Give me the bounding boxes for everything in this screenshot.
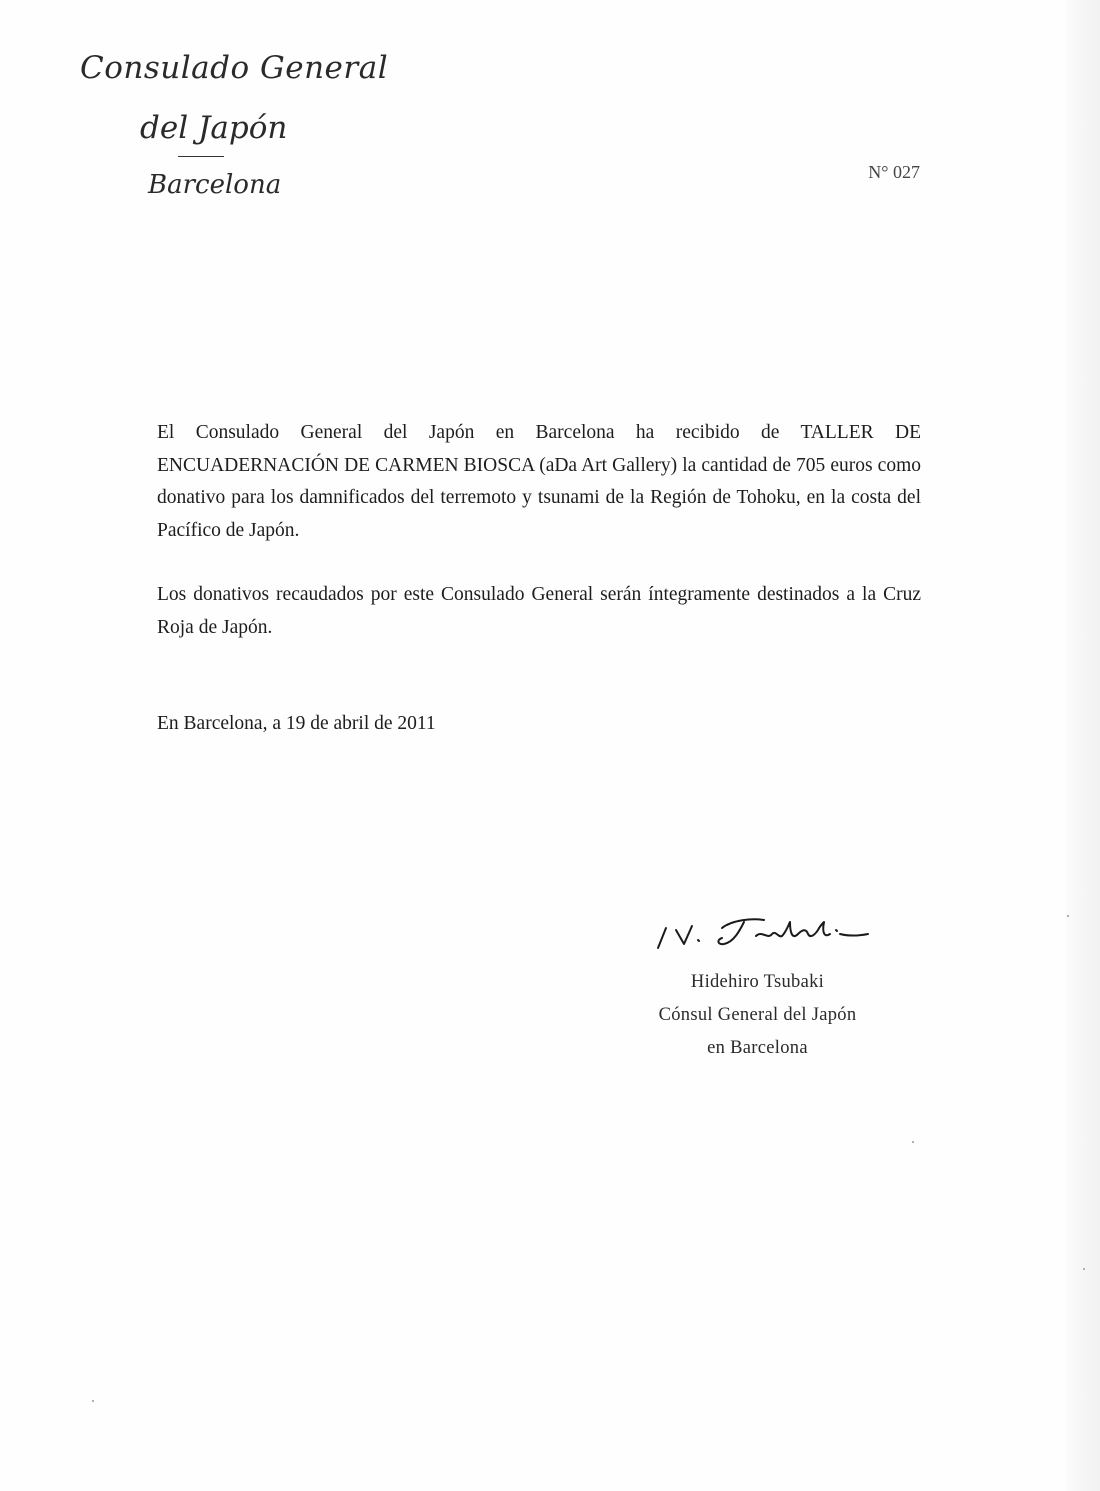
scan-speck — [912, 1141, 914, 1143]
letterhead-rule — [178, 156, 224, 157]
signatory-title: Cónsul General del Japón — [658, 1005, 857, 1025]
signatory-location: en Barcelona — [707, 1038, 808, 1058]
body-paragraph-destination: Los donativos recaudados por este Consulado General serán íntegramente destinados a la Cruz Roja de Japón. — [157, 584, 921, 638]
scan-speck — [1083, 1268, 1085, 1270]
letterhead-line-barcelona: Barcelona — [148, 170, 282, 200]
scan-speck — [92, 1400, 94, 1402]
document-number: N° 027 — [868, 162, 920, 182]
date-line: En Barcelona, a 19 de abril de 2011 — [157, 713, 436, 734]
handwritten-signature — [652, 900, 882, 960]
signatory-name: Hidehiro Tsubaki — [690, 972, 825, 992]
scan-speck — [1067, 915, 1069, 917]
letterhead-line-consulado: Consulado General — [80, 50, 389, 86]
signature-icon — [652, 900, 882, 960]
body-paragraph-donation: El Consulado General del Japón en Barcelona ha recibido de TALLER DE ENCUADERNACIÓN DE CARMEN BIOSCA (aDa Art Gallery) la cantidad de 705 euros como donativo para los damnificados del terremoto y tsunami de la Región de Tohoku, en la costa del Pacífico de Japón. — [157, 422, 921, 541]
letterhead — [74, 46, 389, 216]
signatory-block — [600, 966, 915, 1065]
letterhead-line-japon: del Japón — [140, 110, 288, 146]
letter-body — [157, 417, 921, 741]
